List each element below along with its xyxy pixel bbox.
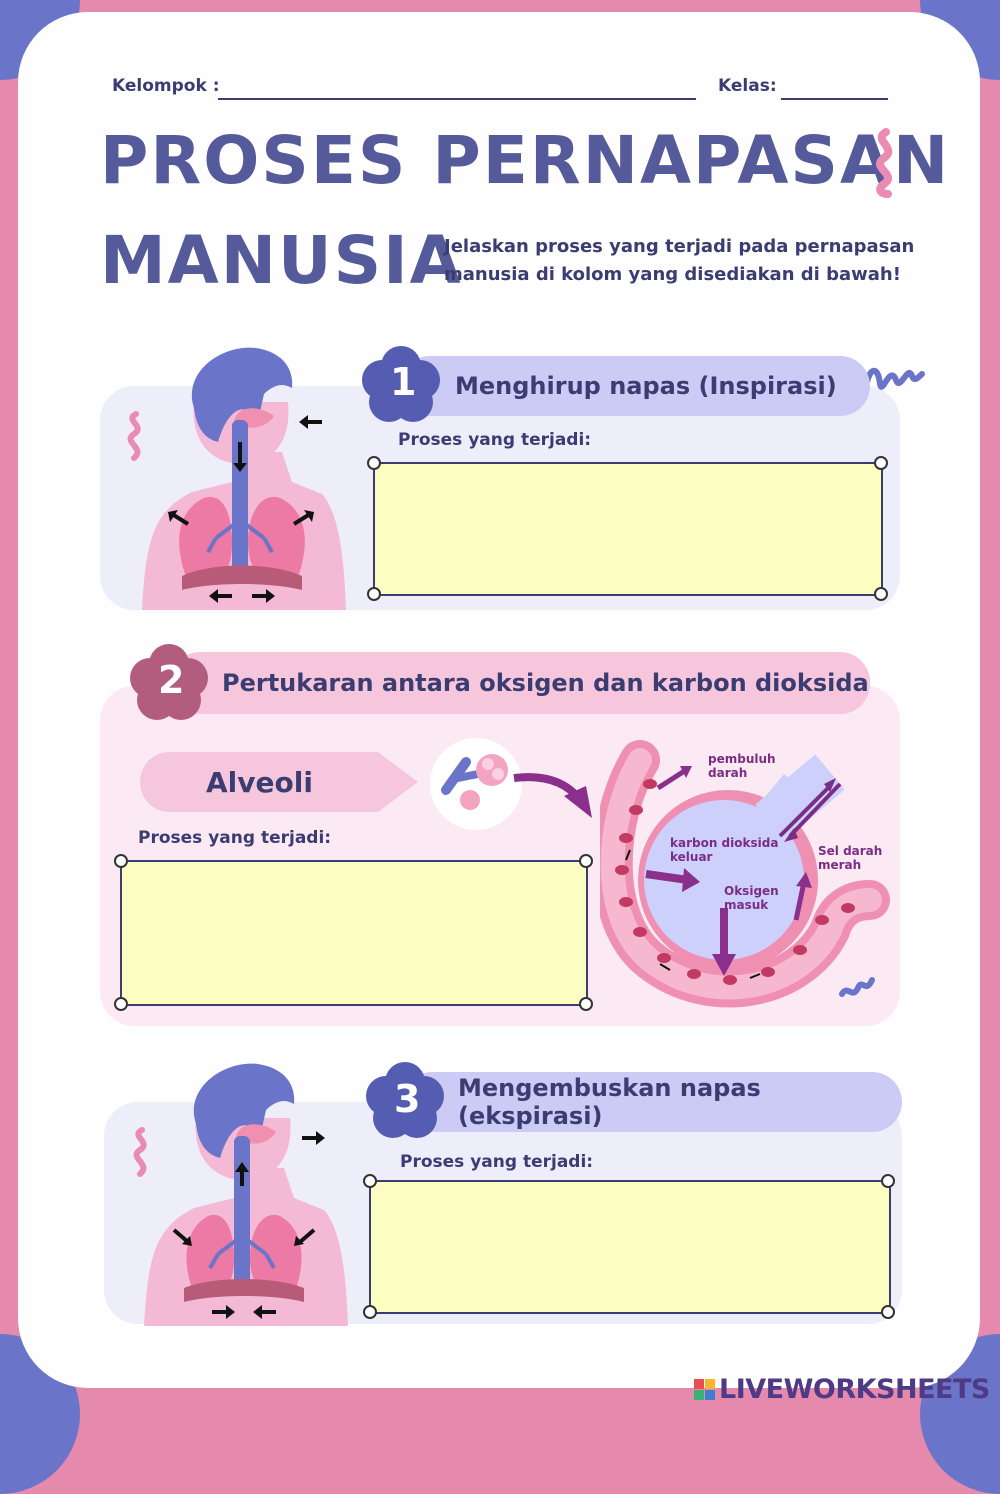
resize-handle[interactable]: [881, 1305, 895, 1319]
resize-handle[interactable]: [579, 997, 593, 1011]
section1-number: 1: [390, 360, 417, 404]
group-name-field[interactable]: [218, 98, 696, 100]
section2-prompt: Proses yang terjadi:: [138, 828, 332, 848]
instruction-line2: manusia di kolom yang disediakan di bawah!: [444, 264, 901, 285]
section3-answer-input[interactable]: [371, 1182, 889, 1312]
label-co2-out: karbon dioksida keluar: [670, 836, 779, 864]
resize-handle[interactable]: [363, 1174, 377, 1188]
resize-handle[interactable]: [114, 997, 128, 1011]
liveworksheets-logo[interactable]: [694, 1374, 990, 1405]
section2-heading: Pertukaran antara oksigen dan karbon dioksida: [222, 669, 869, 697]
brand-name: LIVEWORKSHEETS: [719, 1374, 990, 1405]
section2-answer-input[interactable]: [122, 862, 586, 1004]
resize-handle[interactable]: [367, 456, 381, 470]
wave-icon: [860, 356, 926, 396]
instruction-line1: Jelaskan proses yang terjadi pada pernapasan: [444, 236, 915, 257]
alveoli-label: Alveoli: [206, 766, 313, 799]
section3-heading-bar: [402, 1072, 902, 1132]
alveoli-cluster-illustration: [428, 734, 608, 834]
class-field[interactable]: [781, 98, 888, 100]
exhale-body-illustration: [134, 1058, 354, 1326]
group-label: Kelompok :: [112, 76, 220, 96]
label-o2-in: Oksigen masuk: [724, 884, 779, 912]
section2-number: 2: [158, 658, 185, 702]
brand-badge-icon: [694, 1379, 716, 1401]
resize-handle[interactable]: [874, 587, 888, 601]
resize-handle[interactable]: [114, 854, 128, 868]
resize-handle[interactable]: [367, 587, 381, 601]
wave-icon: [836, 966, 880, 1004]
squiggle-icon: [868, 128, 902, 198]
page-title-line2: MANUSIA: [100, 222, 463, 299]
section3-number: 3: [394, 1077, 421, 1121]
class-label: Kelas:: [718, 76, 777, 96]
label-red-blood-cell: Sel darah merah: [818, 844, 883, 872]
label-blood-vessel: pembuluh darah: [708, 752, 776, 780]
section3-answer-box[interactable]: [369, 1180, 891, 1314]
section1-heading-bar: [400, 356, 870, 416]
section3-heading: Mengembuskan napas (ekspirasi): [458, 1074, 761, 1130]
inhale-body-illustration: [132, 342, 352, 610]
resize-handle[interactable]: [881, 1174, 895, 1188]
section1-prompt: Proses yang terjadi:: [398, 430, 592, 450]
resize-handle[interactable]: [579, 854, 593, 868]
resize-handle[interactable]: [363, 1305, 377, 1319]
section1-heading: Menghirup napas (Inspirasi): [455, 372, 837, 400]
section3-prompt: Proses yang terjadi:: [400, 1152, 594, 1172]
section1-answer-input[interactable]: [375, 464, 881, 594]
page-title-line1: PROSES PERNAPASAN: [100, 122, 951, 199]
section1-answer-box[interactable]: [373, 462, 883, 596]
section2-answer-box[interactable]: [120, 860, 588, 1006]
section2-heading-bar: [170, 652, 870, 714]
resize-handle[interactable]: [874, 456, 888, 470]
